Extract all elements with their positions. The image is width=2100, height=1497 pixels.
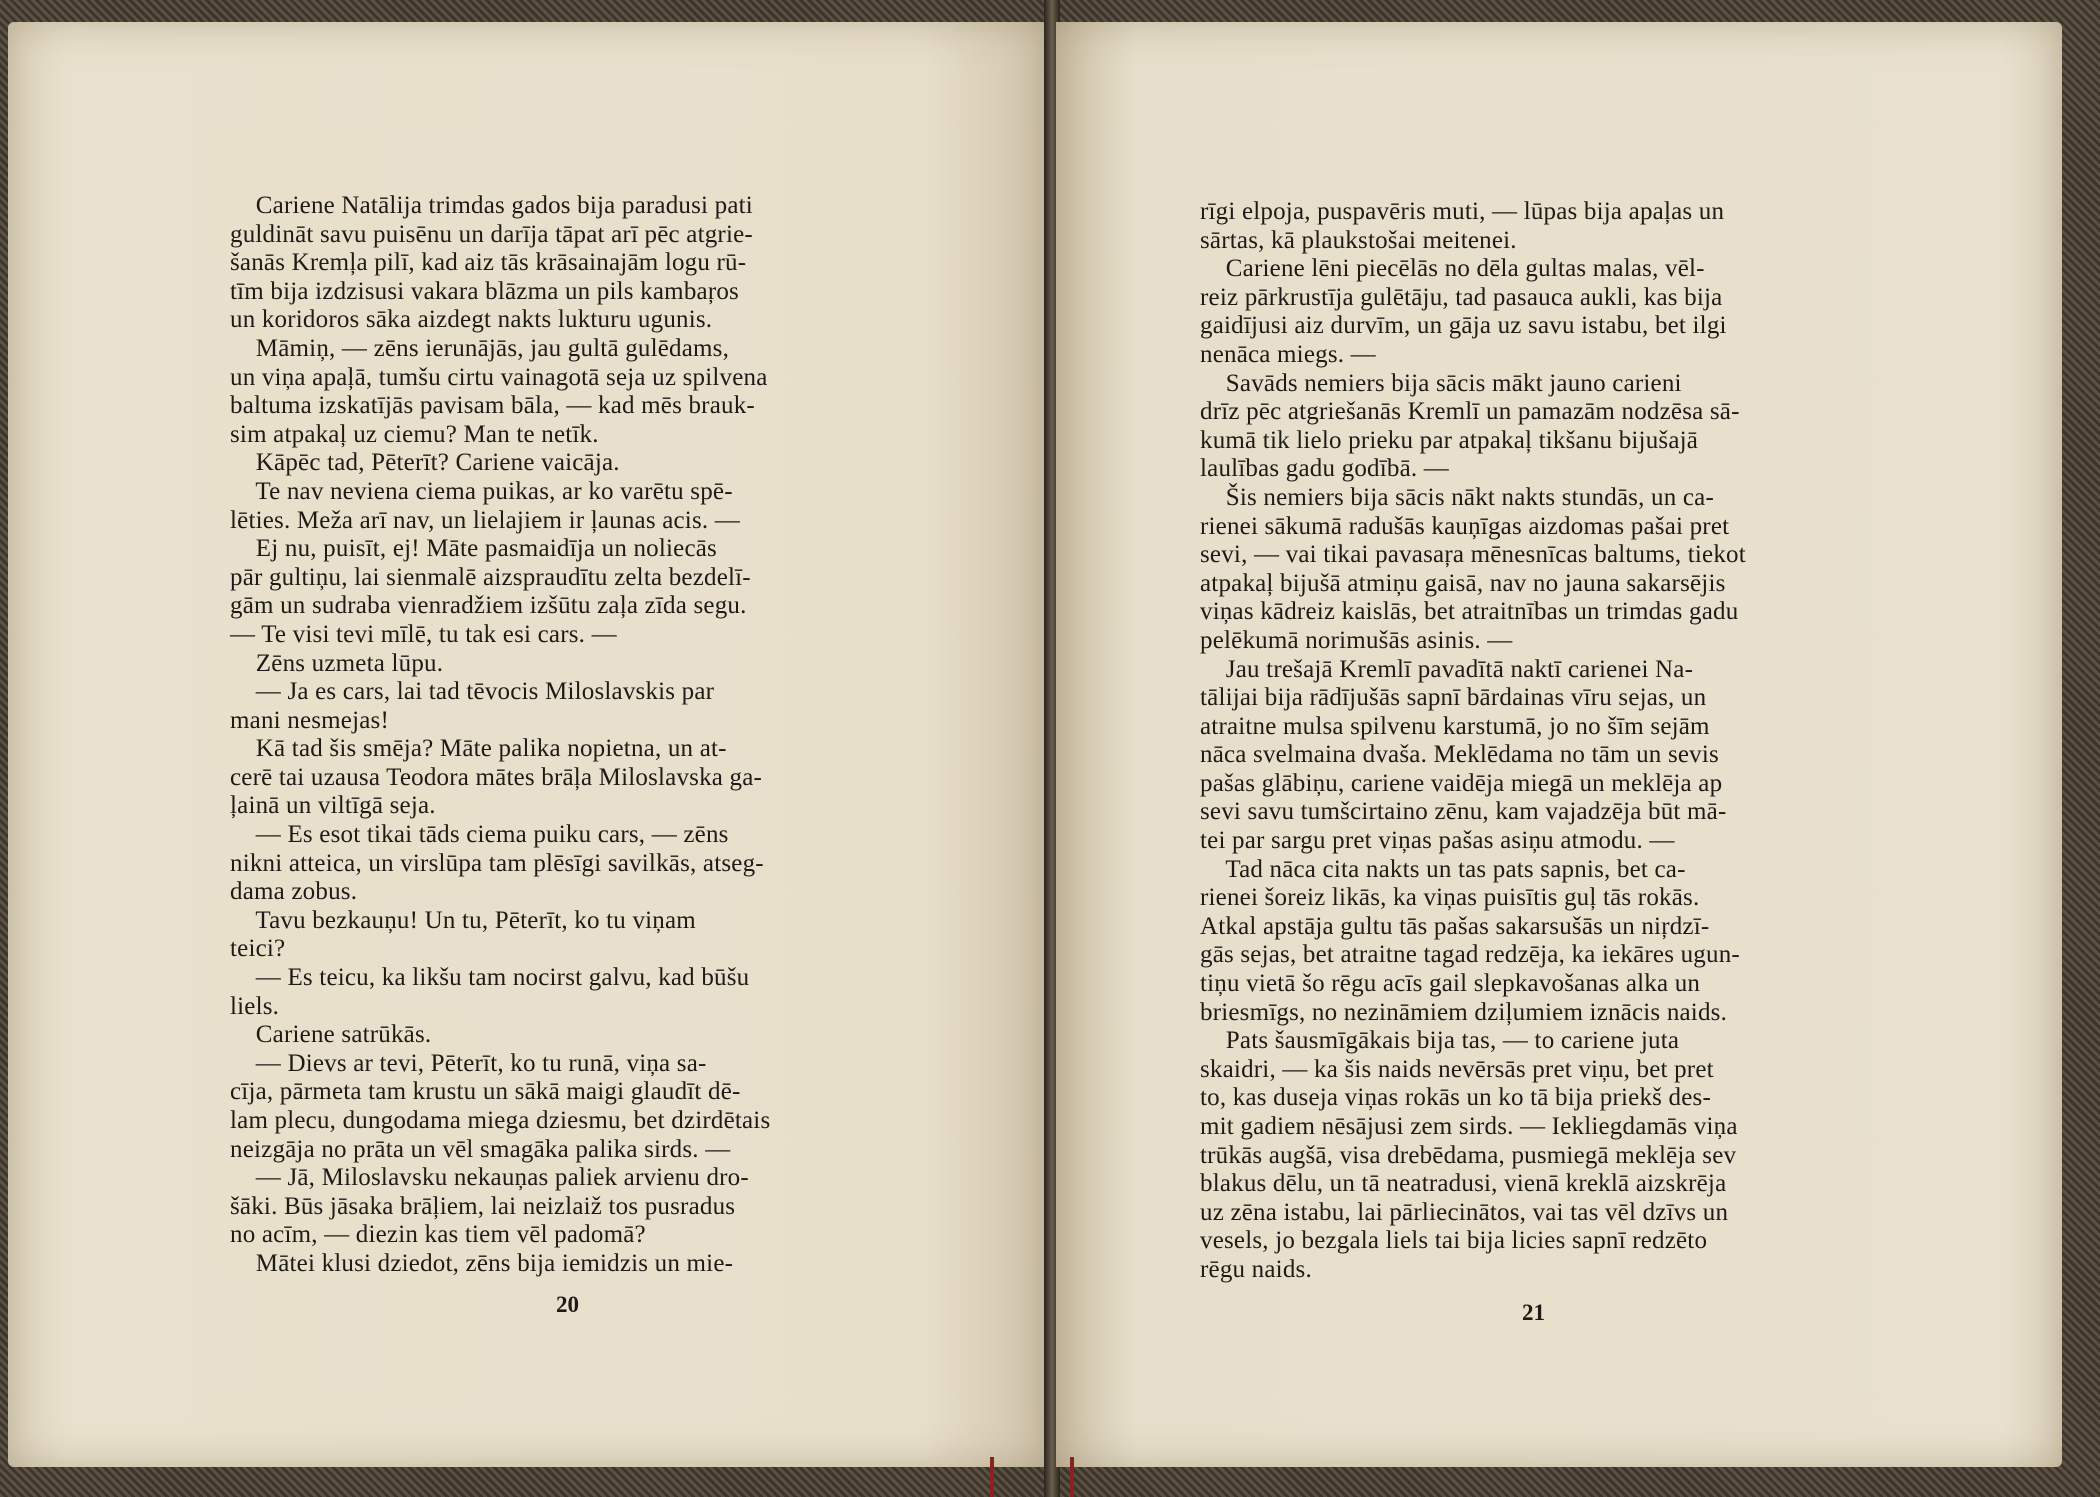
text-line: ļainā un viltīgā seja. <box>230 792 436 820</box>
text-line: šāki. Būs jāsaka brāļiem, lai neizlaiž tos pusradus <box>230 1192 736 1220</box>
text-line: tālijai bija rādījušās sapnī bārdainas vīru sejas, un <box>1200 684 1707 712</box>
text-line: briesmīgs, no nezināmiem dziļumiem iznācis naids. <box>1200 998 1728 1026</box>
text-line: Mātei klusi dziedot, zēns bija iemidzis un mie- <box>230 1249 734 1277</box>
text-line: gaidījusi aiz durvīm, un gāja uz savu istabu, bet ilgi <box>1200 312 1727 340</box>
text-line: Zēns uzmeta lūpu. <box>230 649 444 677</box>
text-line: teici? <box>230 935 286 963</box>
text-line: lam plecu, dungodama miega dziesmu, bet dzirdētais <box>230 1107 771 1134</box>
text-line: skaidri, — ka šis naids nevērsās pret viņu, bet pret <box>1200 1055 1714 1083</box>
right-page-text <box>1200 198 1930 1285</box>
text-line: kumā tik lielo prieku par atpakaļ tikšanu bijušajā <box>1200 426 1699 454</box>
left-page <box>8 22 1048 1467</box>
text-line: Atkal apstāja gultu tās pašas sakarsušās un niŗdzī- <box>1200 912 1710 940</box>
text-line: trūkās augšā, visa drebēdama, pusmiegā meklēja sev <box>1200 1141 1737 1169</box>
text-line: Tavu bezkauņu! Un tu, Pēterīt, ko tu viņam <box>230 906 696 934</box>
text-line: uz zēna istabu, lai pārliecinātos, vai tas vēl dzīvs un <box>1200 1198 1729 1226</box>
text-line: Savāds nemiers bija sācis mākt jauno carieni <box>1200 369 1682 397</box>
left-page-text <box>230 192 920 1279</box>
text-line: blakus dēlu, un tā neatradusi, vienā kreklā aizskrēja <box>1200 1170 1727 1198</box>
text-line: rienei sākumā radušās kauņīgas aizdomas pašai pret <box>1200 512 1730 540</box>
text-line: nāca svelmaina dvaša. Meklēdama no tām un sevis <box>1200 741 1719 769</box>
text-line: — Es esot tikai tāds ciema puiku cars, — zēns <box>230 821 729 849</box>
text-line: Cariene lēni piecēlās no dēla gultas malas, vēl- <box>1200 255 1705 283</box>
text-line: reiz pārkrustīja gulētāju, tad pasauca aukli, kas bija <box>1200 283 1723 311</box>
text-line: — Te visi tevi mīlē, tu tak esi cars. — <box>230 620 617 648</box>
text-line: nenāca miegs. — <box>1200 340 1376 368</box>
text-line: Pats šausmīgākais bija tas, — to cariene juta <box>1200 1027 1680 1055</box>
text-line: drīz pēc atgriešanās Kremlī un pamazām nodzēsa sā- <box>1200 398 1740 426</box>
text-line: Kāpēc tad, Pēterīt? Cariene vaicāja. <box>230 449 620 477</box>
text-line: pār gultiņu, lai sienmalē aizspraudītu zelta bezdelī- <box>230 563 751 591</box>
bookmark-ribbon <box>990 1457 994 1497</box>
text-line: — Dievs ar tevi, Pēterīt, ko tu runā, viņa sa- <box>230 1049 707 1077</box>
text-line: baltuma izskatījās pavisam bāla, — kad mēs brauk- <box>230 392 755 420</box>
text-line: — Ja es cars, lai tad tēvocis Miloslavskis par <box>230 678 715 706</box>
text-line: pelēkumā norimušās asinis. — <box>1200 626 1513 654</box>
text-line: pašas glābiņu, cariene vaidēja miegā un meklēja ap <box>1200 769 1723 797</box>
text-line: Šis nemiers bija sācis nākt nakts stundās, un ca- <box>1200 483 1714 511</box>
text-line: neizgāja no prāta un vēl smagāka palika sirds. — <box>230 1135 731 1163</box>
text-line: lēties. Meža arī nav, un lielajiem ir ļaunas acis. — <box>230 506 740 534</box>
text-line: mit gadiem nēsājusi zem sirds. — Iekliegdamās viņa <box>1200 1113 1738 1140</box>
left-page-number: 20 <box>556 1292 579 1317</box>
text-line: vesels, jo bezgala liels tai bija licies sapnī redzēto <box>1200 1227 1708 1255</box>
text-line: sevi, — vai tikai pavasaŗa mēnesnīcas baltums, tiekot <box>1200 541 1746 569</box>
text-line: Māmiņ, — zēns ierunājās, jau gultā gulēdams, <box>230 334 730 362</box>
text-line: tei par sargu pret viņas pašas asiņu atmodu. — <box>1200 827 1675 855</box>
text-line: rienei šoreiz likās, ka viņas puisītis guļ tās rokās. <box>1200 884 1700 912</box>
text-line: laulības gadu godībā. — <box>1200 455 1449 483</box>
text-line: liels. <box>230 992 280 1020</box>
text-line: Cariene satrūkās. <box>230 1021 432 1049</box>
text-line: Kā tad šis smēja? Māte palika nopietna, un at- <box>230 735 727 763</box>
bookmark-ribbon <box>1070 1457 1074 1497</box>
text-line: Te nav neviena ciema puikas, ar ko varētu spē- <box>230 477 733 505</box>
text-line: gās sejas, bet atraitne tagad redzēja, ka iekāres ugun- <box>1200 941 1740 969</box>
text-line: dama zobus. <box>230 878 358 906</box>
right-page <box>1056 22 2062 1467</box>
text-line: sim atpakaļ uz ciemu? Man te netīk. <box>230 420 599 448</box>
text-line: no acīm, — diezin kas tiem vēl padomā? <box>230 1221 646 1249</box>
text-line: Tad nāca cita nakts un tas pats sapnis, bet ca- <box>1200 855 1686 883</box>
text-line: gām un sudraba vienradžiem izšūtu zaļa zīda segu. <box>230 592 747 620</box>
text-line: sārtas, kā plaukstošai meitenei. <box>1200 226 1517 254</box>
text-line: sevi savu tumšcirtaino zēnu, kam vajadzēja būt mā- <box>1200 798 1727 826</box>
text-line: — Jā, Miloslavsku nekauņas paliek arvienu dro- <box>230 1164 749 1192</box>
text-line: tīm bija izdzisusi vakara blāzma un pils kambaŗos <box>230 277 739 305</box>
text-line: rīgi elpoja, puspavēris muti, — lūpas bija apaļas un <box>1200 198 1725 225</box>
text-line: un koridoros sāka aizdegt nakts lukturu ugunis. <box>230 306 713 334</box>
text-line: un viņa apaļā, tumšu cirtu vainagotā seja uz spilvena <box>230 363 768 391</box>
text-line: rēgu naids. <box>1200 1255 1312 1283</box>
text-line: Cariene Natālija trimdas gados bija paradusi pati <box>230 192 753 219</box>
text-line: cerē tai uzausa Teodora mātes brāļa Miloslavska ga- <box>230 763 763 791</box>
text-line: tiņu vietā šo rēgu acīs gail slepkavošanas alka un <box>1200 970 1701 998</box>
text-line: Jau trešajā Kremlī pavadītā naktī carienei Na- <box>1200 655 1694 683</box>
text-line: viņas kādreiz kaislās, bet atraitnības un trimdas gadu <box>1200 598 1739 626</box>
text-line: šanās Kremļa pilī, kad aiz tās krāsainajām logu rū- <box>230 249 747 277</box>
text-line: atpakaļ bijušā atmiņu gaisā, nav no jauna sakarsējis <box>1200 569 1726 597</box>
text-line: Ej nu, puisīt, ej! Māte pasmaidīja un noliecās <box>230 535 717 563</box>
text-line: mani nesmejas! <box>230 706 390 734</box>
text-line: guldināt savu puisēnu un darīja tāpat arī pēc atgrie- <box>230 220 753 248</box>
text-line: nikni atteica, un virslūpa tam plēsīgi savilkās, atseg- <box>230 849 764 877</box>
text-line: — Es teicu, ka likšu tam nocirst galvu, kad būšu <box>230 964 750 992</box>
text-line: atraitne mulsa spilvenu karstumā, jo no šīm sejām <box>1200 712 1710 740</box>
text-line: to, kas duseja viņas rokās un ko tā bija priekš des- <box>1200 1084 1711 1112</box>
text-line: cīja, pārmeta tam krustu un sākā maigi glaudīt dē- <box>230 1078 741 1106</box>
right-page-number: 21 <box>1522 1300 1545 1325</box>
